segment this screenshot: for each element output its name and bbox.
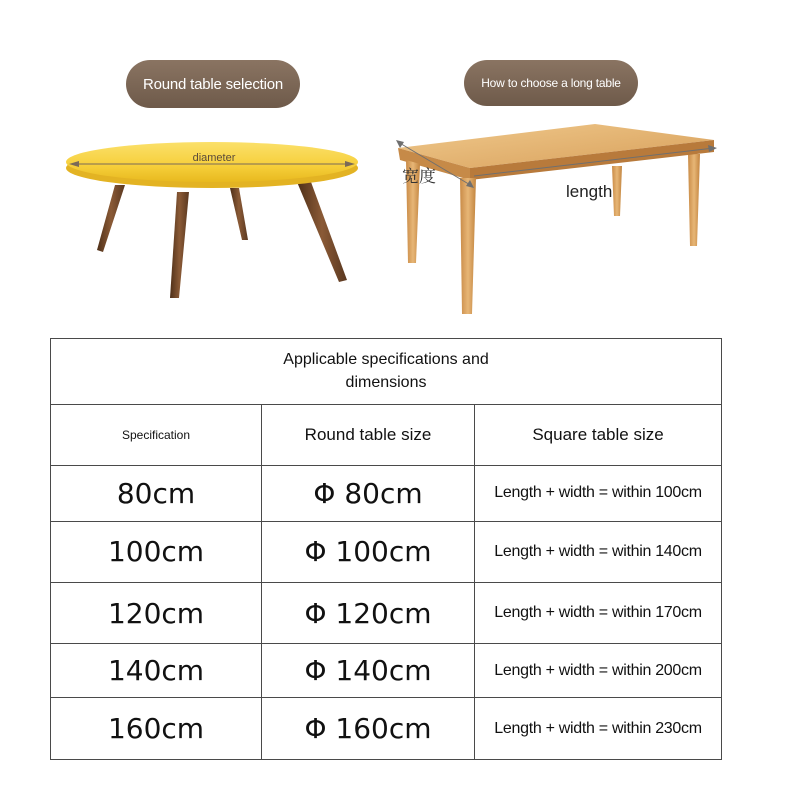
table-title-line1: Applicable specifications and [283,351,489,369]
table-row [51,583,722,644]
table-title-line2: dimensions [345,374,427,392]
square-size-cell: Length + width = within 100cm [475,466,722,522]
spec-table [50,338,722,760]
table-row [51,698,722,760]
arrow-head-icon [396,140,404,148]
table-leg [688,154,700,246]
header-specification: Specification [51,404,262,466]
table-row [51,521,722,583]
length-label: length [566,182,613,201]
round-table-heading: Round table selection [126,60,300,108]
table-header-row [51,404,722,466]
round-table-illustration [55,130,375,320]
header-round-size: Round table size [262,404,475,466]
round-size-cell: Φ 140cm [262,643,475,698]
table-leg [97,185,125,252]
table-leg [230,188,248,240]
spec-cell: 140cm [51,643,262,698]
table-leg [297,182,347,282]
long-table-heading: How to choose a long table [464,60,638,106]
table-leg [612,166,622,216]
long-table-illustration [390,118,720,323]
table-title-row [51,339,722,405]
spec-cell: 120cm [51,583,262,644]
square-size-cell: Length + width = within 140cm [475,521,722,583]
square-size-cell: Length + width = within 230cm [475,698,722,760]
spec-cell: 80cm [51,466,262,522]
table-leg [460,178,476,314]
round-size-cell: Φ 80cm [262,466,475,522]
spec-cell: 160cm [51,698,262,760]
round-size-cell: Φ 100cm [262,521,475,583]
table-title [51,339,722,405]
table-row [51,643,722,698]
diameter-label: diameter [192,152,236,164]
square-size-cell: Length + width = within 200cm [475,643,722,698]
round-size-cell: Φ 120cm [262,583,475,644]
spec-cell: 100cm [51,521,262,583]
table-row [51,466,722,522]
table-leg [170,192,189,298]
round-size-cell: Φ 160cm [262,698,475,760]
square-size-cell: Length + width = within 170cm [475,583,722,644]
width-label: 宽度 [402,167,436,187]
header-square-size: Square table size [475,404,722,466]
